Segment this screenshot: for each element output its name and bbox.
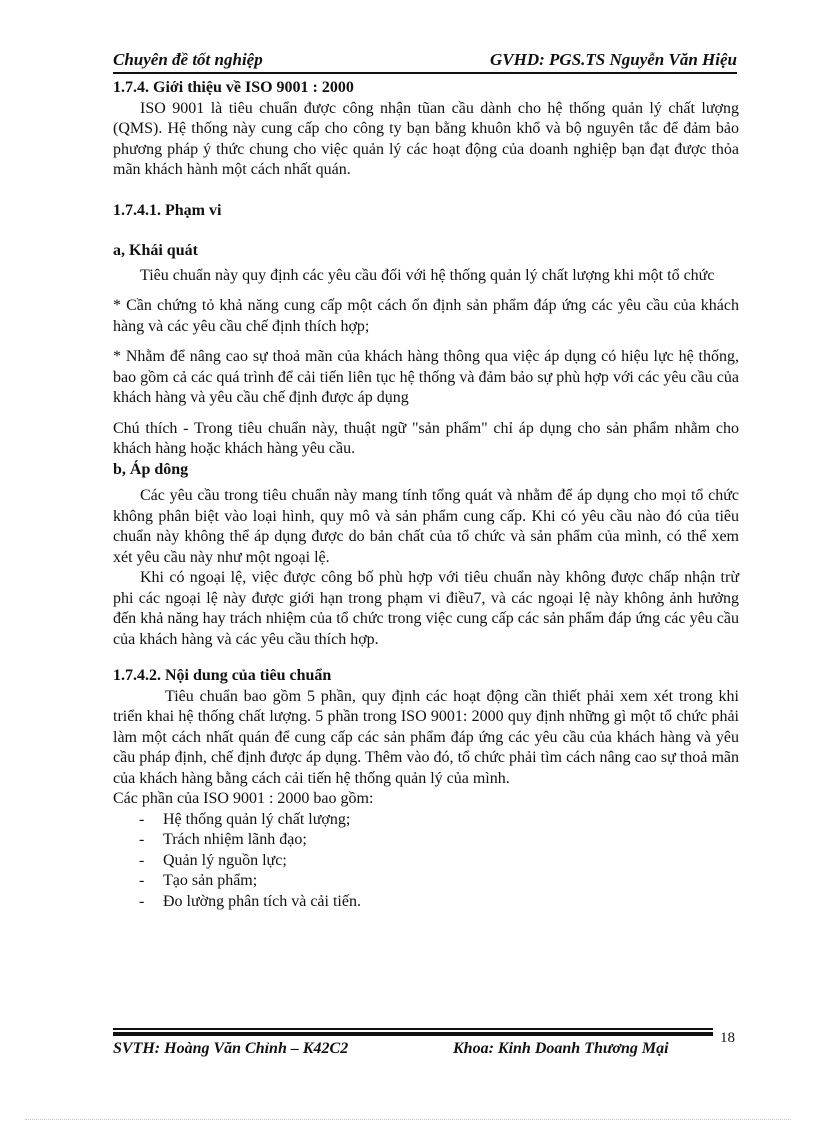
footer-faculty: Khoa: Kinh Doanh Thương Mại bbox=[453, 1040, 669, 1057]
content-title: 1.7.4.2. Nội dung của tiêu chuẩn bbox=[113, 667, 332, 684]
list-item: - Hệ thống quản lý chất lượng; bbox=[139, 810, 351, 828]
apply-paragraph-2: Khi có ngoại lệ, việc được công bố phù hợp với tiêu chuẩn này không được chấp nhận trừ phi các ngoại lệ này được giới hạn trong phạm vi điều7, và các ngoại lệ này không ảnh hưởng đến khả năng hay trách nhiệm của tổ chức trong việc cung cấp các sản phẩm đáp ứng các yêu cầu của khách hàng và các yêu cầu thích hợp. bbox=[113, 569, 739, 648]
scope-title: 1.7.4.1. Phạm vi bbox=[113, 201, 222, 219]
general-note: Chú thích - Trong tiêu chuẩn này, thuật ngữ "sản phẩm" chỉ áp dụng cho sản phẩm nhằm cho khách hàng hoặc khách hàng yêu cầu. bbox=[113, 419, 739, 457]
list-item: - Trách nhiệm lãnh đạo; bbox=[139, 831, 307, 848]
general-paragraph-1: Tiêu chuẩn này quy định các yêu cầu đối với hệ thống quản lý chất lượng khi một tổ chức bbox=[140, 266, 715, 284]
general-paragraph-3: * Nhằm để nâng cao sự thoả mãn của khách hàng thông qua việc áp dụng có hiệu lực hệ thống, bao gồm cả các quá trình để cải tiến liên tục hệ thống và đảm bảo sự phù hợp với các yêu cầu của khách hàng và yêu cầu chế định được áp dụng bbox=[113, 348, 739, 406]
footer-rule-thin bbox=[113, 1028, 713, 1030]
list-item: - Đo lường phân tích và cải tiến. bbox=[139, 892, 361, 910]
apply-title: b, Áp dông bbox=[113, 460, 189, 478]
list-intro: Các phần của ISO 9001 : 2000 bao gồm: bbox=[113, 790, 374, 807]
header-rule bbox=[113, 72, 737, 74]
section-title: 1.7.4. Giới thiệu về ISO 9001 : 2000 bbox=[113, 79, 354, 96]
header-advisor: GVHD: PGS.TS Nguyễn Văn Hiệu bbox=[490, 50, 737, 69]
list-item: - Tạo sản phẩm; bbox=[139, 872, 258, 889]
header-topic: Chuyên đề tốt nghiệp bbox=[113, 50, 263, 69]
document-body bbox=[113, 78, 739, 912]
page-edge-divider bbox=[25, 1119, 791, 1120]
page-header bbox=[113, 50, 737, 72]
section-intro: ISO 9001 là tiêu chuẩn được công nhận tũan cầu dành cho hệ thống quản lý chất lượng (QMS). Hệ thống này cung cấp cho công ty bạn bằng khuôn khổ và bộ nguyên tắc để đảm bảo phương pháp ý thức chung cho việc quản lý các hoạt động của doanh nghiệp bạn đạt được thỏa mãn khách hành một cách nhất quán. bbox=[113, 99, 739, 178]
general-paragraph-2: * Cần chứng tỏ khả năng cung cấp một cách ổn định sản phẩm đáp ứng các yêu cầu của khách hàng và các yêu cầu chế định thích hợp; bbox=[113, 297, 739, 335]
page-footer bbox=[113, 1040, 713, 1062]
footer-student: SVTH: Hoàng Văn Chỉnh – K42C2 bbox=[113, 1040, 349, 1057]
list-item: - Quản lý nguồn lực; bbox=[139, 851, 287, 869]
parts-list bbox=[113, 810, 739, 913]
footer-rule-thick bbox=[113, 1032, 713, 1036]
general-title: a, Khái quát bbox=[113, 242, 198, 259]
apply-paragraph-1: Các yêu cầu trong tiêu chuẩn này mang tính tổng quát và nhằm để áp dụng cho mọi tổ chức không phân biệt vào loại hình, quy mô và sản phẩm cung cấp. Khi có yêu cầu nào đó của tiêu chuẩn này không thể áp dụng được do bản chất của tổ chức và sản phẩm của mình, có thể xem xét yêu cầu này như một ngoại lệ. bbox=[113, 487, 739, 566]
content-paragraph: Tiêu chuẩn bao gồm 5 phần, quy định các hoạt động cần thiết phải xem xét trong khi triển khai hệ thống chất lượng. 5 phần trong ISO 9001: 2000 quy định những gì một tổ chức phải làm một cách nhất quán để cung cấp các sản phẩm đáp ứng các yêu cầu của khách hàng và yêu cầu pháp định, chế định được áp dụng. Thêm vào đó, tổ chức phải tìm cách nâng cao sự thoả mãn của khách hàng bằng cách cải tiến hệ thống quản lý của mình. bbox=[113, 687, 739, 787]
page-number: 18 bbox=[720, 1030, 735, 1046]
